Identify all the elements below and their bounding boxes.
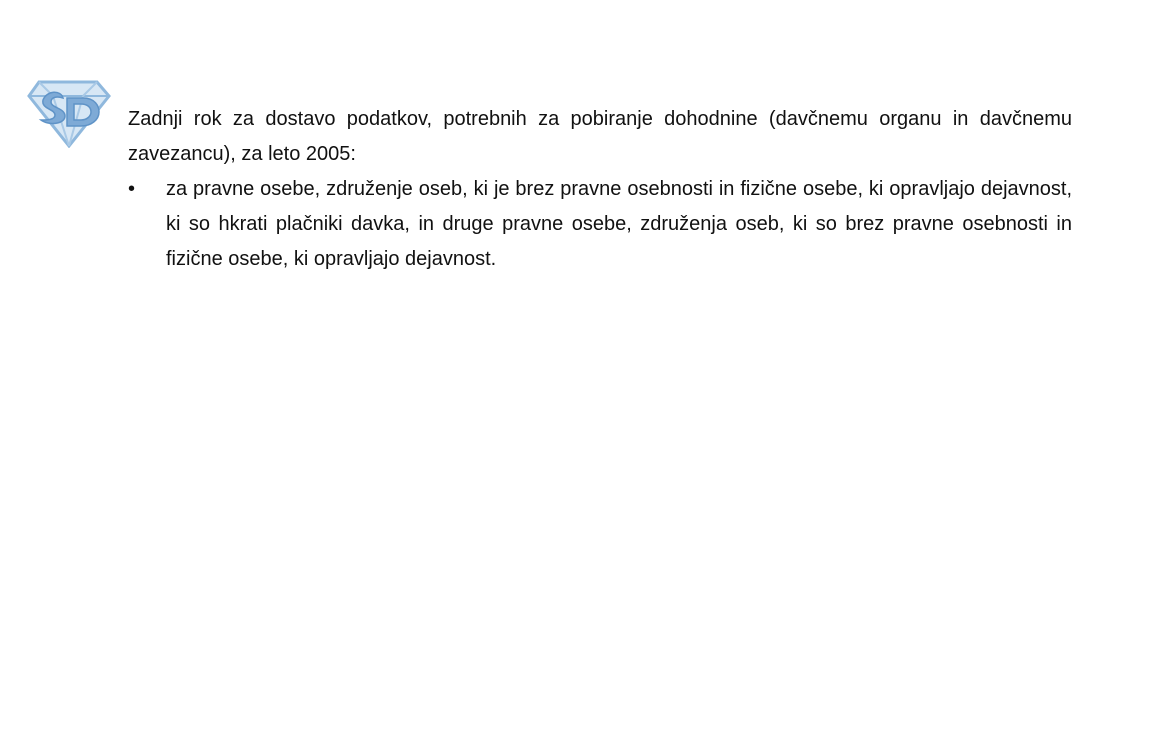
document-body — [128, 102, 1072, 277]
bullet-marker: • — [128, 178, 136, 200]
sd-diamond-logo-icon — [27, 78, 111, 148]
intro-paragraph: Zadnji rok za dostavo podatkov, potrebnih za pobiranje dohodnine (davčnemu organu in davčnemu zavezancu), za leto 2005: — [128, 108, 1072, 165]
list-item-text: za pravne osebe, združenje oseb, ki je brez pravne osebnosti in fizične osebe, ki opravljajo dejavnost, ki so hkrati plačniki davka, in druge pravne osebe, združenja oseb, ki so brez pravne osebnosti in fizične osebe, ki opravljajo dejavnost. — [166, 178, 1072, 270]
list-item — [128, 172, 1072, 277]
bullet-list — [128, 172, 1072, 277]
